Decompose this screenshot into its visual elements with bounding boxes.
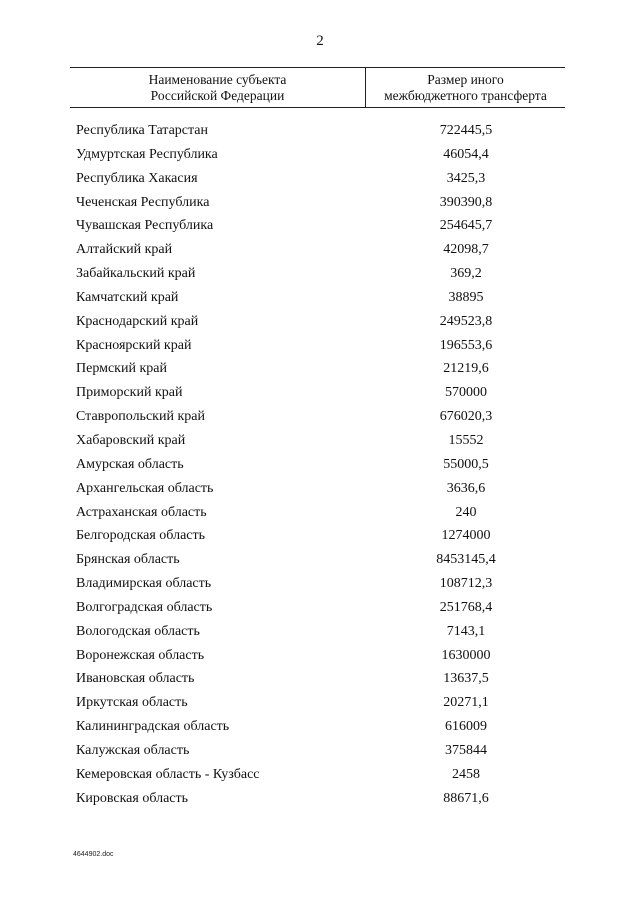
subject-name: Алтайский край [76, 242, 173, 258]
transfer-amount: 21219,6 [443, 361, 489, 377]
transfer-amount: 7143,1 [446, 623, 486, 639]
transfer-amount: 46054,4 [443, 146, 489, 162]
table-row [0, 550, 640, 574]
table-header [70, 67, 565, 108]
subject-name: Приморский край [76, 385, 183, 401]
table-row [0, 336, 640, 360]
table-row [0, 503, 640, 527]
table-row [0, 455, 640, 479]
transfer-amount: 616009 [445, 719, 487, 735]
subject-name: Удмуртская Республика [76, 146, 218, 162]
subject-name: Хабаровский край [76, 432, 186, 448]
table-row [0, 121, 640, 145]
subject-name: Белгородская область [76, 528, 206, 544]
transfer-amount: 1630000 [441, 647, 491, 663]
subject-name: Республика Татарстан [76, 123, 209, 138]
table-row [0, 574, 640, 598]
subject-name: Ивановская область [76, 671, 195, 687]
table-row [0, 312, 640, 336]
transfer-amount: 108712,3 [439, 576, 493, 592]
transfer-amount: 20271,1 [443, 695, 489, 711]
transfer-amount: 38895 [448, 289, 484, 305]
transfer-amount: 196553,6 [439, 337, 493, 353]
table-row [0, 669, 640, 693]
subject-name: Архангельская область [76, 480, 214, 496]
subject-name: Брянская область [76, 552, 180, 568]
table-row [0, 717, 640, 741]
table-row [0, 765, 640, 789]
table-row [0, 622, 640, 646]
subject-name: Краснодарский край [76, 313, 199, 329]
subject-name: Амурская область [76, 456, 184, 472]
subject-name: Красноярский край [76, 337, 192, 353]
transfer-amount: 390390,8 [439, 194, 493, 210]
subject-name: Иркутская область [76, 695, 188, 711]
table-row [0, 264, 640, 288]
subject-name: Калужская область [76, 742, 190, 758]
subject-name: Кемеровская область - Кузбасс [76, 766, 260, 782]
column-header-amount-line2: межбюджетного трансферта [384, 88, 547, 103]
column-header-subject-line1: Наименование субъекта [148, 72, 287, 87]
table-row [0, 693, 640, 717]
table-row [0, 288, 640, 312]
transfer-amount: 3636,6 [446, 480, 486, 496]
table-row [0, 383, 640, 407]
table-body [0, 121, 640, 812]
transfer-amount: 3425,3 [446, 170, 486, 186]
transfer-amount: 570000 [445, 385, 487, 401]
transfer-amount: 249523,8 [439, 313, 493, 329]
transfer-amount: 369,2 [450, 266, 482, 282]
table-row [0, 216, 640, 240]
subject-name: Вологодская область [76, 623, 200, 639]
subject-name: Калининградская область [76, 719, 230, 735]
transfer-amount: 722445,5 [439, 123, 493, 138]
subject-name: Забайкальский край [76, 266, 196, 282]
table-row [0, 479, 640, 503]
table-row [0, 789, 640, 813]
transfer-amount: 251768,4 [439, 599, 493, 615]
transfer-amount: 2458 [452, 766, 480, 782]
table-row [0, 407, 640, 431]
table-row [0, 359, 640, 383]
transfer-amount: 676020,3 [439, 409, 493, 425]
column-header-amount [366, 72, 565, 104]
subject-name: Ставропольский край [76, 409, 205, 425]
subject-name: Волгоградская область [76, 599, 213, 615]
subject-name: Чеченская Республика [76, 194, 210, 210]
transfer-amount: 15552 [448, 432, 484, 448]
table-row [0, 145, 640, 169]
document-code: 4644902.doc [73, 851, 114, 858]
subject-name: Владимирская область [76, 576, 212, 592]
table-row [0, 193, 640, 217]
column-header-subject-line2: Российской Федерации [150, 88, 285, 103]
subject-name: Воронежская область [76, 647, 205, 663]
transfer-amount: 8453145,4 [436, 552, 496, 568]
subject-name: Кировская область [76, 790, 189, 806]
column-header-subject [70, 72, 365, 104]
page-number: 2 [316, 33, 324, 49]
table-row [0, 431, 640, 455]
transfer-amount: 88671,6 [443, 790, 489, 806]
table-row [0, 741, 640, 765]
table-row [0, 526, 640, 550]
subject-name: Чувашская Республика [76, 218, 214, 234]
transfer-amount: 254645,7 [439, 218, 493, 234]
subject-name: Республика Хакасия [76, 170, 198, 186]
subject-name: Астраханская область [76, 504, 207, 520]
table-row [0, 169, 640, 193]
transfer-amount: 13637,5 [443, 671, 489, 687]
table-row [0, 598, 640, 622]
table-row [0, 646, 640, 670]
table-row [0, 240, 640, 264]
subject-name: Пермский край [76, 361, 167, 377]
transfer-amount: 240 [455, 504, 477, 520]
transfer-amount: 375844 [445, 742, 487, 758]
transfer-amount: 1274000 [441, 528, 491, 544]
transfer-amount: 42098,7 [443, 242, 489, 258]
transfer-amount: 55000,5 [443, 456, 489, 472]
subject-name: Камчатский край [76, 289, 179, 305]
column-header-amount-line1: Размер иного [427, 72, 504, 87]
